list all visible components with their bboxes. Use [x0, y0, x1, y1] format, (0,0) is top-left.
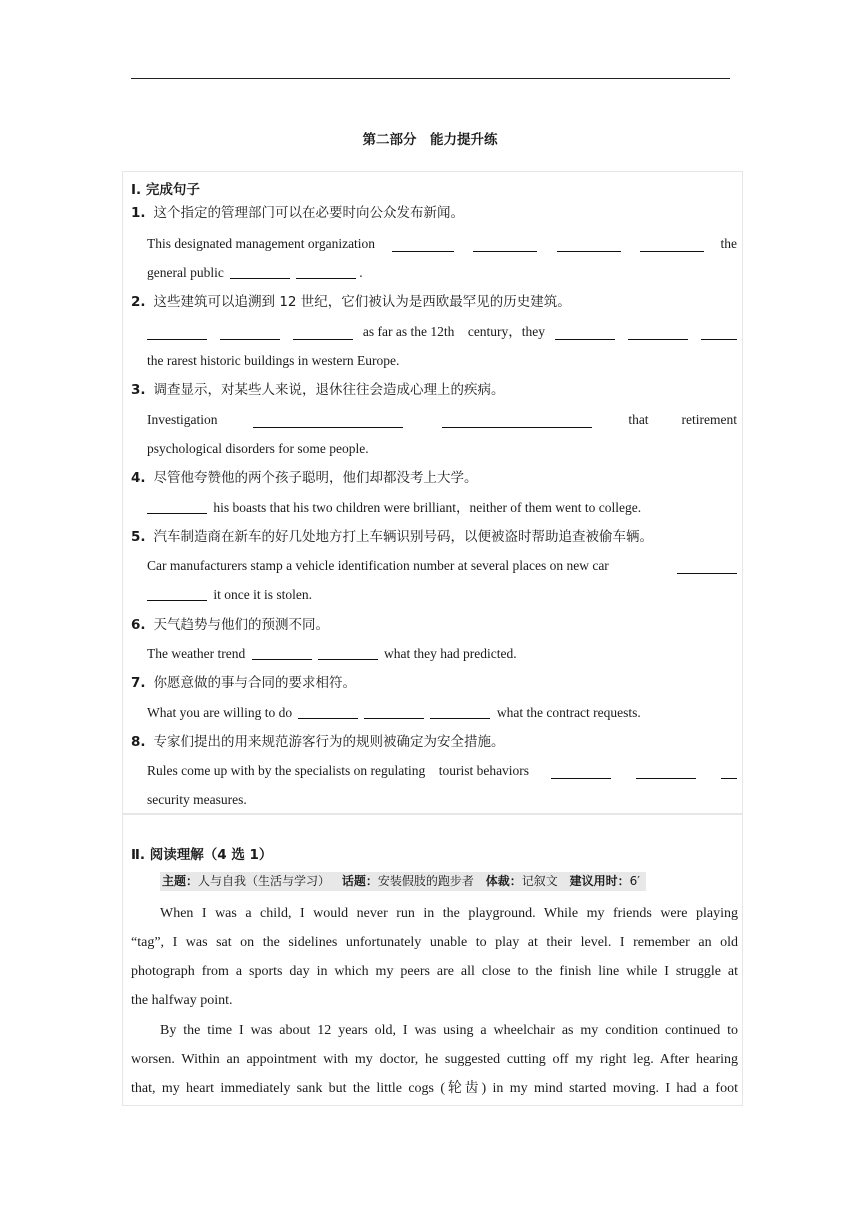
passage-meta-bar: [160, 872, 646, 891]
answer-blank[interactable]: [230, 264, 290, 279]
answer-blank[interactable]: [253, 413, 403, 428]
question-number: 5.: [131, 529, 146, 545]
question-2-english-line-1: [147, 321, 737, 343]
question-number: 6.: [131, 617, 146, 633]
answer-blank[interactable]: [318, 645, 378, 660]
subtopic-label: 话题：: [341, 874, 378, 888]
question-chinese: 尽管他夸赞他的两个孩子聪明，他们却都没考上大学。: [153, 470, 478, 486]
section-2-heading: Ⅱ. 阅读理解（4 选 1）: [131, 847, 273, 863]
answer-blank[interactable]: [557, 237, 621, 252]
answer-blank[interactable]: [392, 237, 454, 252]
passage-line: “tag”, I was sat on the sidelines unfortunately unable to play at their level. I remember an old: [131, 935, 738, 950]
question-number: 3.: [131, 382, 146, 398]
question-6-text: what they had predicted.: [383, 646, 517, 661]
genre-label: 体裁：: [485, 874, 522, 888]
question-2-english-line-2: the rarest historic buildings in western Europe.: [147, 353, 400, 368]
question-8-english-line-2: security measures.: [147, 792, 247, 807]
answer-blank[interactable]: [555, 325, 615, 340]
question-1-text: .: [359, 265, 363, 280]
answer-blank[interactable]: [147, 499, 207, 514]
question-chinese: 汽车制造商在新车的好几处地方打上车辆识别号码，以便被盗时帮助追查被偷车辆。: [153, 529, 654, 545]
question-1-text: general public: [147, 265, 224, 280]
question-chinese: 这个指定的管理部门可以在必要时向公众发布新闻。: [153, 205, 465, 221]
passage-line: the halfway point.: [131, 993, 233, 1008]
subtopic-value: 安装假肢的跑步者: [377, 874, 474, 888]
question-3-text: retirement: [681, 412, 737, 427]
question-3-text: that: [628, 412, 649, 427]
passage-line: When I was a child, I would never run in the playground. While my friends were playing: [160, 906, 738, 921]
question-5-text: it once it is stolen.: [213, 587, 312, 602]
question-7-text: what the contract requests.: [496, 705, 641, 720]
answer-blank[interactable]: [220, 325, 280, 340]
question-6-text: The weather trend: [147, 646, 246, 661]
question-2-prompt: [131, 291, 571, 313]
question-8-text: Rules come up with by the specialists on regulating tourist behaviors: [147, 763, 530, 778]
passage-line: photograph from a sports day in which my peers are all close to the finish line while I struggle at: [131, 964, 738, 979]
page-title: 第二部分 能力提升练: [362, 132, 498, 148]
header-rule: [131, 78, 730, 79]
question-chinese: 专家们提出的用来规范游客行为的规则被确定为安全措施。: [153, 734, 505, 750]
question-6-prompt: [131, 614, 329, 636]
answer-blank[interactable]: [293, 325, 353, 340]
question-3-prompt: [131, 379, 505, 401]
answer-blank[interactable]: [430, 704, 490, 719]
answer-blank[interactable]: [252, 645, 312, 660]
question-number: 2.: [131, 294, 146, 310]
answer-blank[interactable]: [147, 586, 207, 601]
question-3-text: Investigation: [147, 412, 218, 427]
answer-blank[interactable]: [473, 237, 537, 252]
answer-blank[interactable]: [701, 325, 737, 340]
passage-line: that, my heart immediately sank but the little cogs (轮齿) in my mind started moving. I had a foot: [131, 1081, 738, 1096]
answer-blank[interactable]: [442, 413, 592, 428]
question-number: 8.: [131, 734, 146, 750]
question-number: 4.: [131, 470, 146, 486]
question-1-prompt: [131, 202, 464, 224]
time-value: 6′: [629, 874, 640, 888]
passage-line: By the time I was about 12 years old, I was using a wheelchair as my condition continued to: [160, 1023, 738, 1038]
question-chinese: 你愿意做的事与合同的要求相符。: [153, 675, 357, 691]
question-number: 1.: [131, 205, 146, 221]
question-5-prompt: [131, 526, 653, 548]
question-1-english-line-2: [147, 262, 737, 284]
question-1-text: This designated management organization: [147, 236, 376, 251]
time-label: 建议用时：: [569, 874, 630, 888]
answer-blank[interactable]: [640, 237, 704, 252]
question-5-english-line-1: [147, 555, 737, 577]
question-1-english-line-1: [147, 233, 737, 255]
topic-label: 主题：: [162, 874, 199, 888]
question-4-text: his boasts that his two children were brilliant，neither of them went to college.: [213, 500, 642, 515]
question-chinese: 天气趋势与他们的预测不同。: [153, 617, 330, 633]
answer-blank[interactable]: [364, 704, 424, 719]
answer-blank[interactable]: [147, 325, 207, 340]
answer-blank[interactable]: [677, 559, 737, 574]
answer-blank[interactable]: [628, 325, 688, 340]
question-4-english-line-1: [147, 497, 737, 519]
question-5-english-line-2: [147, 584, 737, 606]
question-4-prompt: [131, 467, 478, 489]
question-3-english-line-1: [147, 409, 737, 431]
section-1-heading: Ⅰ. 完成句子: [131, 182, 200, 198]
answer-blank[interactable]: [636, 764, 696, 779]
answer-blank[interactable]: [551, 764, 611, 779]
answer-blank[interactable]: [298, 704, 358, 719]
question-2-text: as far as the 12th century，they: [362, 324, 546, 339]
question-number: 7.: [131, 675, 146, 691]
topic-value: 人与自我（生活与学习）: [198, 874, 331, 888]
question-1-text: the: [720, 236, 737, 251]
passage-line: worsen. Within an appointment with my doctor, he suggested cutting off my right leg. After hearing: [131, 1052, 738, 1067]
question-7-text: What you are willing to do: [147, 705, 293, 720]
question-7-english-line-1: [147, 702, 737, 724]
question-chinese: 这些建筑可以追溯到 12 世纪，它们被认为是西欧最罕见的历史建筑。: [153, 294, 571, 310]
question-chinese: 调查显示，对某些人来说，退休往往会造成心理上的疾病。: [153, 382, 505, 398]
genre-value: 记叙文: [521, 874, 558, 888]
question-6-english-line-1: [147, 643, 737, 665]
question-8-english-line-1: [147, 760, 737, 782]
question-8-prompt: [131, 731, 505, 753]
answer-blank[interactable]: [721, 764, 737, 779]
question-5-text: Car manufacturers stamp a vehicle identification number at several places on new car: [147, 558, 609, 573]
answer-blank[interactable]: [296, 264, 356, 279]
question-3-english-line-2: psychological disorders for some people.: [147, 441, 369, 456]
question-7-prompt: [131, 672, 356, 694]
